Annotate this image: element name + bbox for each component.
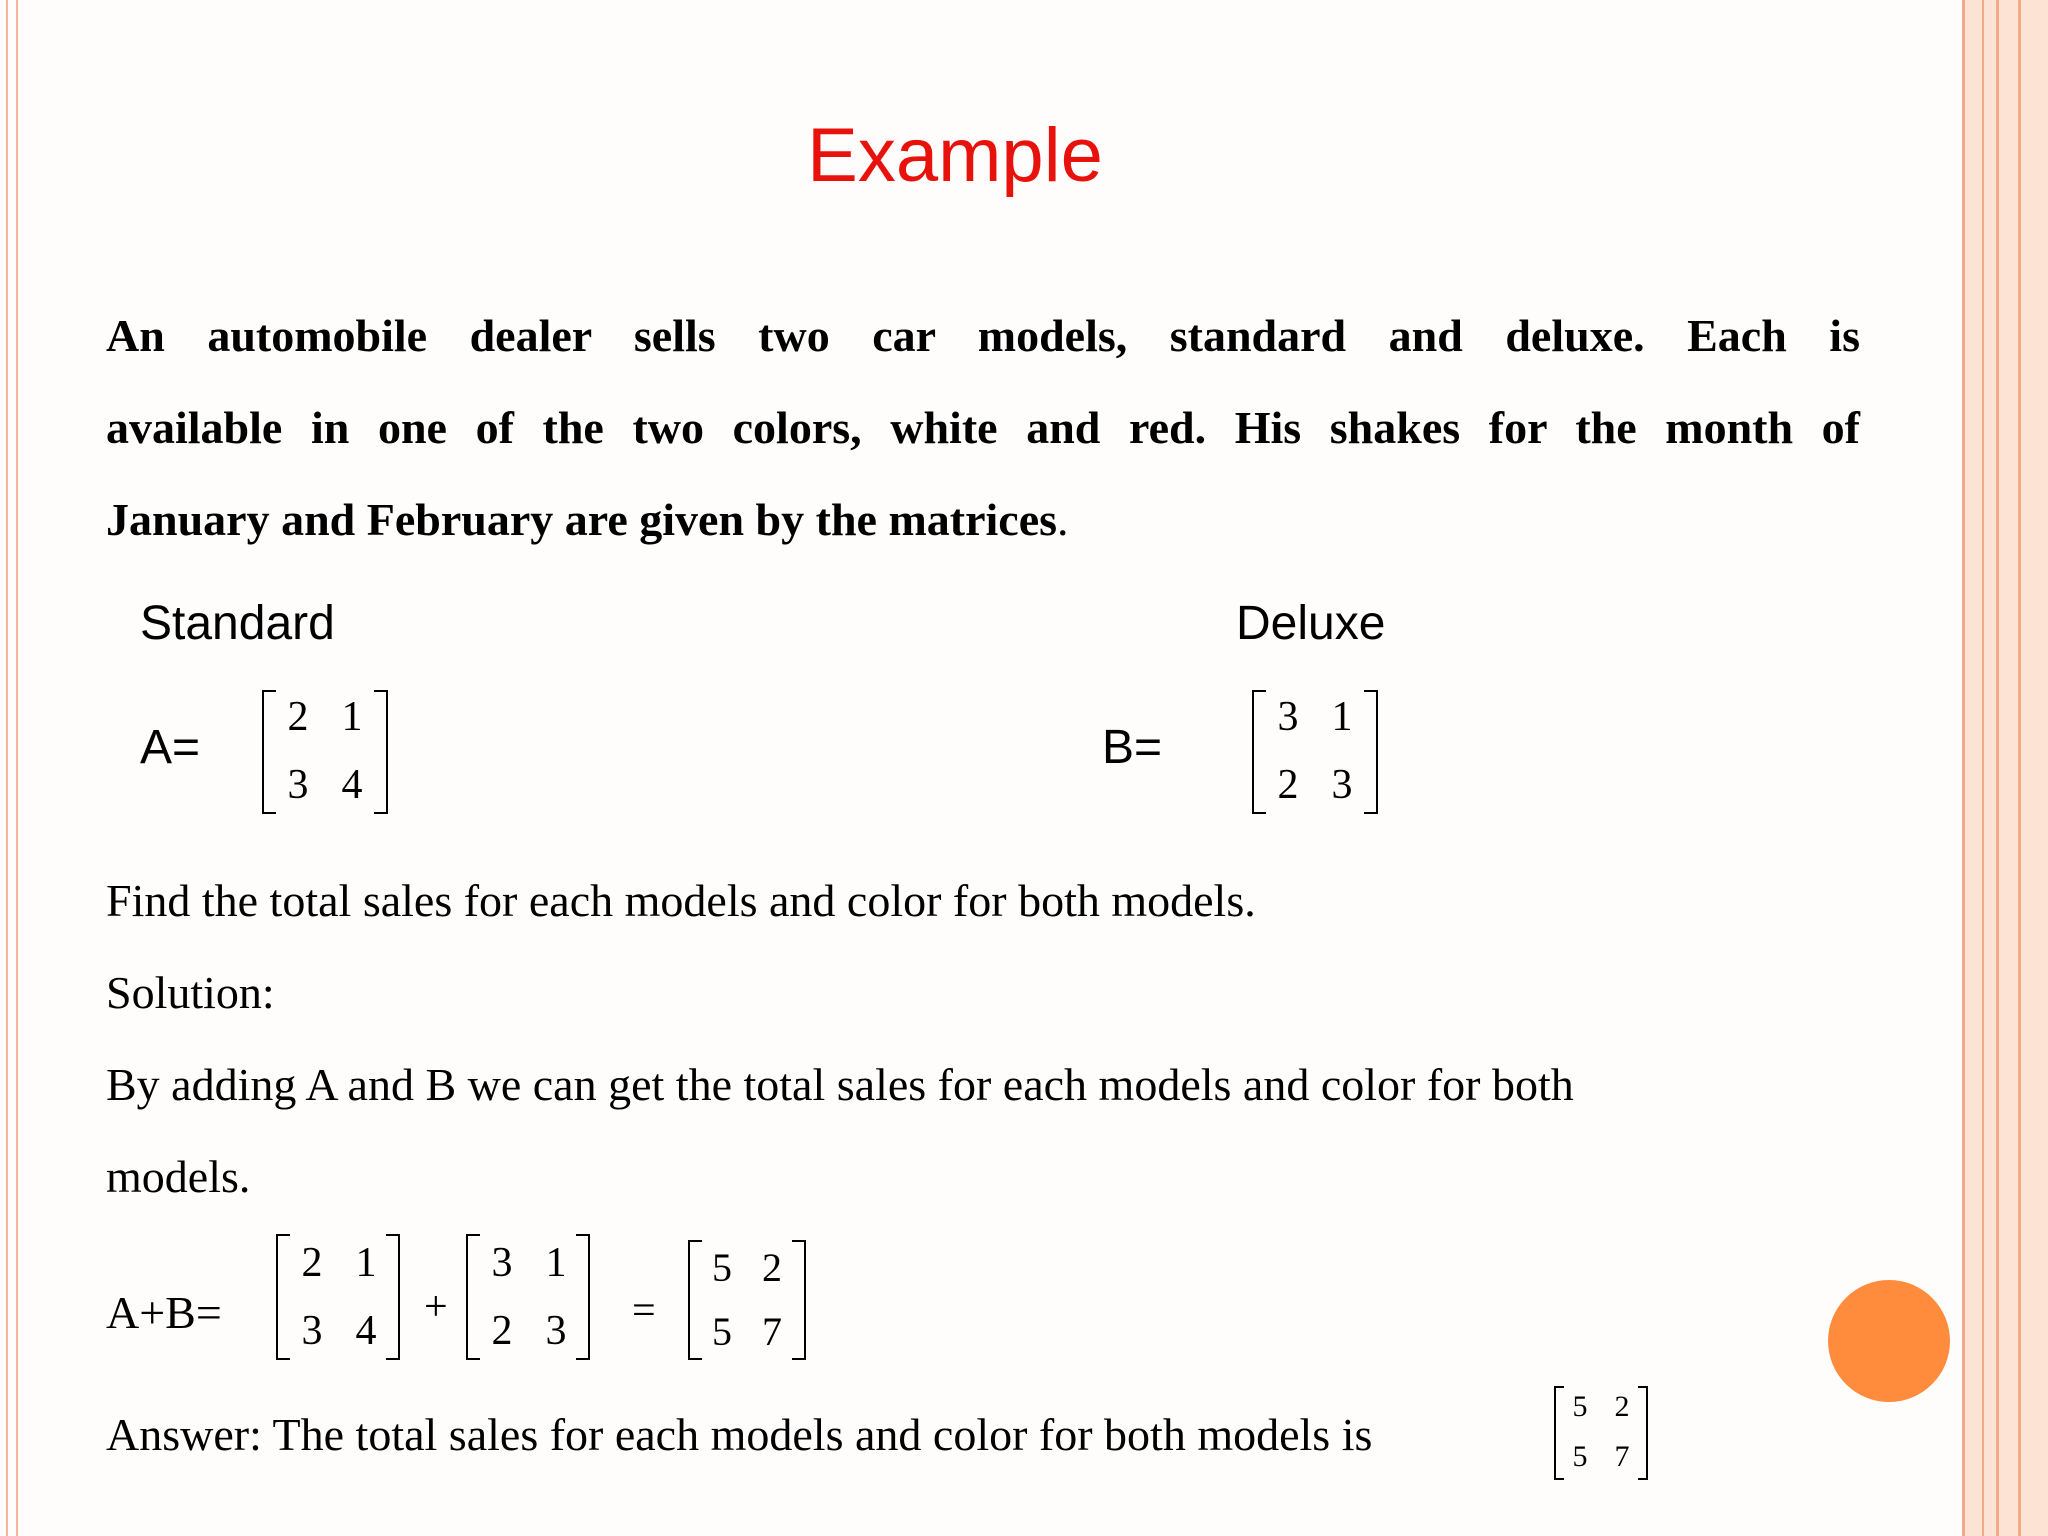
right-border-line [1982,0,1984,1536]
matrix-cell: 2 [301,1240,323,1286]
sum-matrix-a [276,1234,400,1360]
solution-line: models. [106,1151,251,1202]
sum-label: A+B= [106,1287,222,1338]
matrix-cell: 2 [491,1308,513,1354]
matrix-cell: 7 [762,1309,782,1354]
matrix-b [1252,690,1378,814]
matrix-cell: 3 [301,1308,323,1354]
matrix-cell: 5 [1572,1390,1588,1423]
matrix-cell: 2 [762,1245,782,1290]
matrix-cell: 3 [491,1240,513,1286]
sum-matrix-b [466,1234,590,1360]
label-deluxe: Deluxe [1236,597,1386,650]
matrix-cell: 3 [1331,762,1353,808]
matrix-cell: 3 [1277,694,1299,740]
matrix-cell: 1 [355,1240,377,1286]
left-bracket [262,690,276,814]
right-border-line [1962,0,1965,1536]
answer-matrix [1554,1386,1648,1480]
matrix-cell: 3 [545,1308,567,1354]
matrix-cell: 3 [287,762,309,808]
answer-text: Answer: The total sales for each models and color for both models is [106,1409,1373,1460]
slide-title: Example [807,113,1103,198]
label-standard: Standard [140,597,335,650]
matrix-cell: 7 [1614,1440,1630,1473]
problem-line-last [106,474,1860,566]
matrix-cell: 4 [355,1308,377,1354]
matrix-cell: 1 [545,1240,567,1286]
problem-line: January and February are given by the matrices [106,494,1058,545]
right-border-band [1962,0,2048,1536]
solution-line: By adding A and B we can get the total sales for each models and color for both [106,1059,1574,1110]
solution-label: Solution: [106,967,275,1018]
problem-statement [106,290,1860,566]
equals-sign: = [632,1288,656,1334]
matrix-cell: 4 [341,762,363,808]
left-border-decoration [6,0,18,1536]
problem-line: available in one of the two colors, white and red. His shakes for the month of [106,402,1860,453]
matrix-cell: 1 [341,694,363,740]
matrix-cell: 5 [712,1245,732,1290]
matrix-cell: 2 [1614,1390,1630,1423]
matrix-cell: 2 [287,694,309,740]
problem-line: An automobile dealer sells two car models, standard and deluxe. Each is [106,310,1860,361]
question-text: Find the total sales for each models and color for both models. [106,875,1256,926]
matrix-cell: 5 [1572,1440,1588,1473]
right-bracket [1638,1386,1648,1480]
label-matrix-a: A= [140,721,201,774]
right-border-line [1996,0,1999,1536]
left-bracket [1554,1386,1564,1480]
orange-circle-decoration [1828,1280,1950,1402]
left-bracket [276,1234,290,1360]
matrix-a [262,690,388,814]
left-bracket [466,1234,480,1360]
right-bracket [576,1234,590,1360]
right-border-line [2018,0,2021,1536]
matrix-cell: 1 [1331,694,1353,740]
label-matrix-b: B= [1102,721,1163,774]
matrix-cell: 5 [712,1309,732,1354]
matrix-cell: 2 [1277,762,1299,808]
right-bracket [386,1234,400,1360]
result-matrix [688,1240,806,1360]
left-bracket [1252,690,1266,814]
right-bracket [1364,690,1378,814]
left-bracket [688,1240,702,1360]
problem-period: . [1057,494,1069,545]
plus-sign: + [424,1284,448,1330]
right-bracket [792,1240,806,1360]
right-bracket [374,690,388,814]
